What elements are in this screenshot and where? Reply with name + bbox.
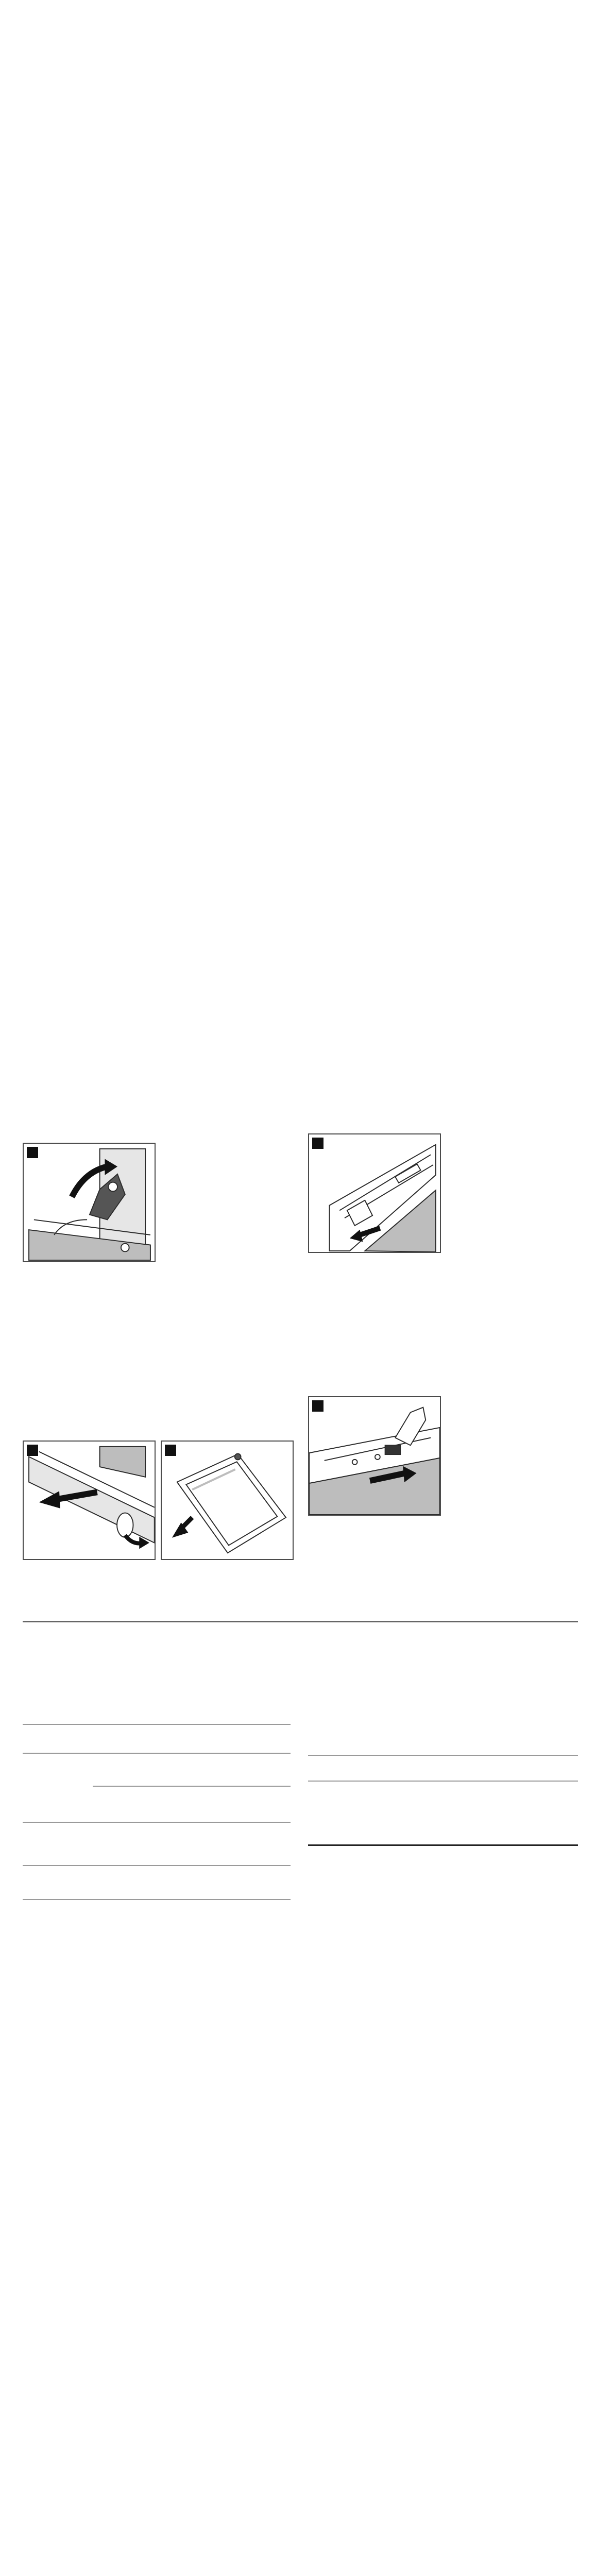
- door-glass-removal-illustration: [24, 1442, 155, 1559]
- section-divider: [23, 1621, 578, 1622]
- figure-pane-slide-out: [308, 1396, 441, 1516]
- table-rule: [23, 1899, 291, 1900]
- table-rule: [23, 1822, 291, 1823]
- table-rule: [93, 1786, 291, 1787]
- table-rule: [23, 1724, 291, 1725]
- table-rule: [308, 1781, 578, 1782]
- table-rule: [308, 1755, 578, 1756]
- pane-slide-out-illustration: [309, 1397, 440, 1515]
- glass-pane-lift-illustration: [162, 1442, 293, 1559]
- figure-hinge-lever: [23, 1143, 156, 1262]
- figure-rail-clip: [308, 1133, 441, 1253]
- hinge-lever-illustration: [24, 1144, 155, 1261]
- table-end-rule: [308, 1844, 578, 1846]
- figure-door-glass-remove: [23, 1440, 156, 1560]
- rail-clip-illustration: [309, 1134, 440, 1252]
- figure-glass-pane-lift: [161, 1440, 294, 1560]
- table-rule: [23, 1865, 291, 1866]
- table-rule: [23, 1753, 291, 1754]
